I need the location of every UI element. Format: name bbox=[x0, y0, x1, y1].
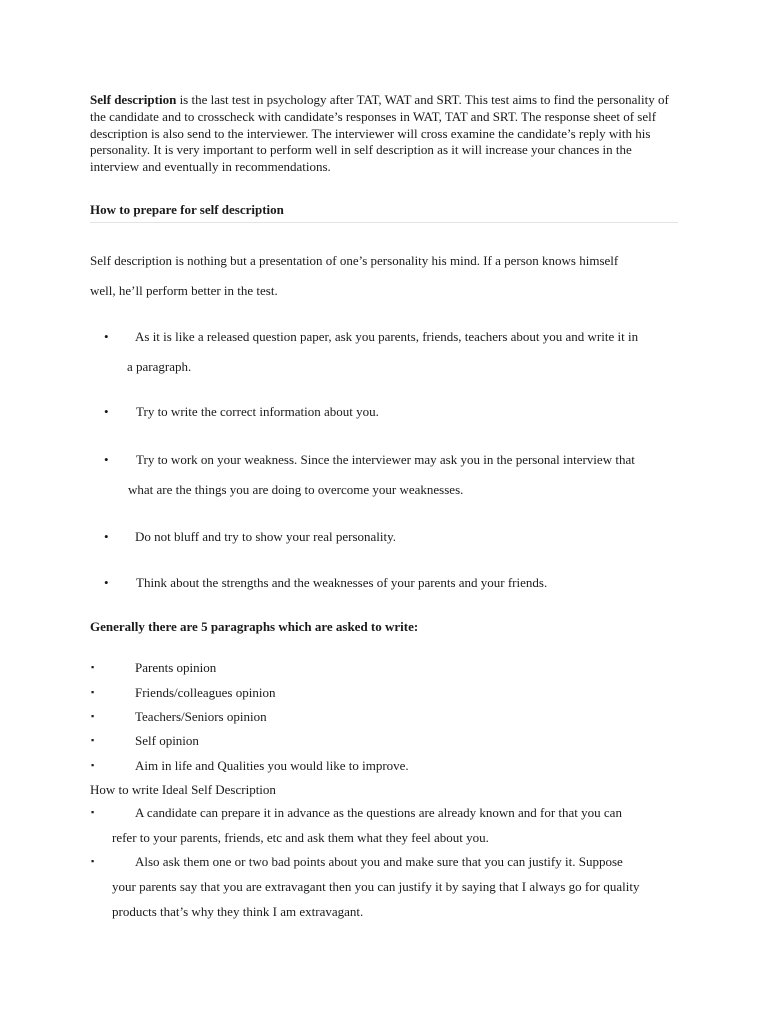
bullet-1-line-1: As it is like a released question paper, ask you parents, friends, teachers about you and write it in bbox=[135, 329, 639, 344]
ideal-item-2-line-1: Also ask them one or two bad points about you and make sure that you can justify it. Suppose bbox=[135, 854, 623, 869]
bullet-dot: • bbox=[104, 329, 109, 344]
section-heading-prepare: How to prepare for self description bbox=[90, 202, 284, 217]
bullet-dot: • bbox=[104, 529, 109, 544]
paragraph-item: Teachers/Seniors opinion bbox=[135, 709, 267, 724]
intro-term: Self description bbox=[90, 92, 177, 107]
square-bullet: ▪ bbox=[91, 807, 95, 817]
bullet-dot: • bbox=[104, 452, 109, 467]
ideal-item-1-line-1: A candidate can prepare it in advance as the questions are already known and for that you can bbox=[135, 805, 622, 820]
bullet-2-line-1: Try to write the correct information about you. bbox=[136, 404, 379, 419]
bullet-3-line-2: what are the things you are doing to overcome your weaknesses. bbox=[128, 482, 464, 497]
ideal-item-1-line-2: refer to your parents, friends, etc and ask them what they feel about you. bbox=[112, 830, 489, 845]
bullet-dot: • bbox=[104, 404, 109, 419]
intro-paragraph bbox=[90, 92, 676, 176]
section-heading-paragraphs: Generally there are 5 paragraphs which are asked to write: bbox=[90, 619, 419, 634]
bullet-4-line-1: Do not bluff and try to show your real personality. bbox=[135, 529, 397, 544]
square-bullet: ▪ bbox=[91, 662, 95, 672]
paragraph-item: Self opinion bbox=[135, 733, 199, 748]
lead-line-1: Self description is nothing but a presentation of one’s personality his mind. If a person knows himself bbox=[90, 253, 619, 268]
bullet-3-line-1: Try to work on your weakness. Since the interviewer may ask you in the personal interview that bbox=[136, 452, 635, 467]
square-bullet: ▪ bbox=[91, 856, 95, 866]
intro-text: is the last test in psychology after TAT, WAT and SRT. This test aims to find the personality of the candidate and to crosscheck with candidate’s responses in WAT, TAT and SRT. The response sheet of self description is also send to the interviewer. The interviewer will cross examine the candidate’s reply with his personality. It is very important to perform well in self description as it will increase your chances in the interview and eventually in recommendations. bbox=[90, 92, 669, 175]
paragraph-item: Parents opinion bbox=[135, 660, 217, 675]
bullet-1-line-2: a paragraph. bbox=[127, 359, 192, 374]
paragraph-item: Friends/colleagues opinion bbox=[135, 685, 276, 700]
bullet-5-line-1: Think about the strengths and the weaknesses of your parents and your friends. bbox=[136, 575, 548, 590]
square-bullet: ▪ bbox=[91, 687, 95, 697]
square-bullet: ▪ bbox=[91, 711, 95, 721]
heading-divider bbox=[90, 222, 678, 223]
section-heading-ideal: How to write Ideal Self Description bbox=[90, 782, 276, 797]
square-bullet: ▪ bbox=[91, 735, 95, 745]
ideal-item-2-line-2: your parents say that you are extravagant then you can justify it by saying that I always go for quality bbox=[112, 879, 640, 894]
bullet-dot: • bbox=[104, 575, 109, 590]
ideal-item-2-line-3: products that’s why they think I am extravagant. bbox=[112, 904, 364, 919]
paragraph-item: Aim in life and Qualities you would like to improve. bbox=[135, 758, 409, 773]
square-bullet: ▪ bbox=[91, 760, 95, 770]
lead-line-2: well, he’ll perform better in the test. bbox=[90, 283, 278, 298]
